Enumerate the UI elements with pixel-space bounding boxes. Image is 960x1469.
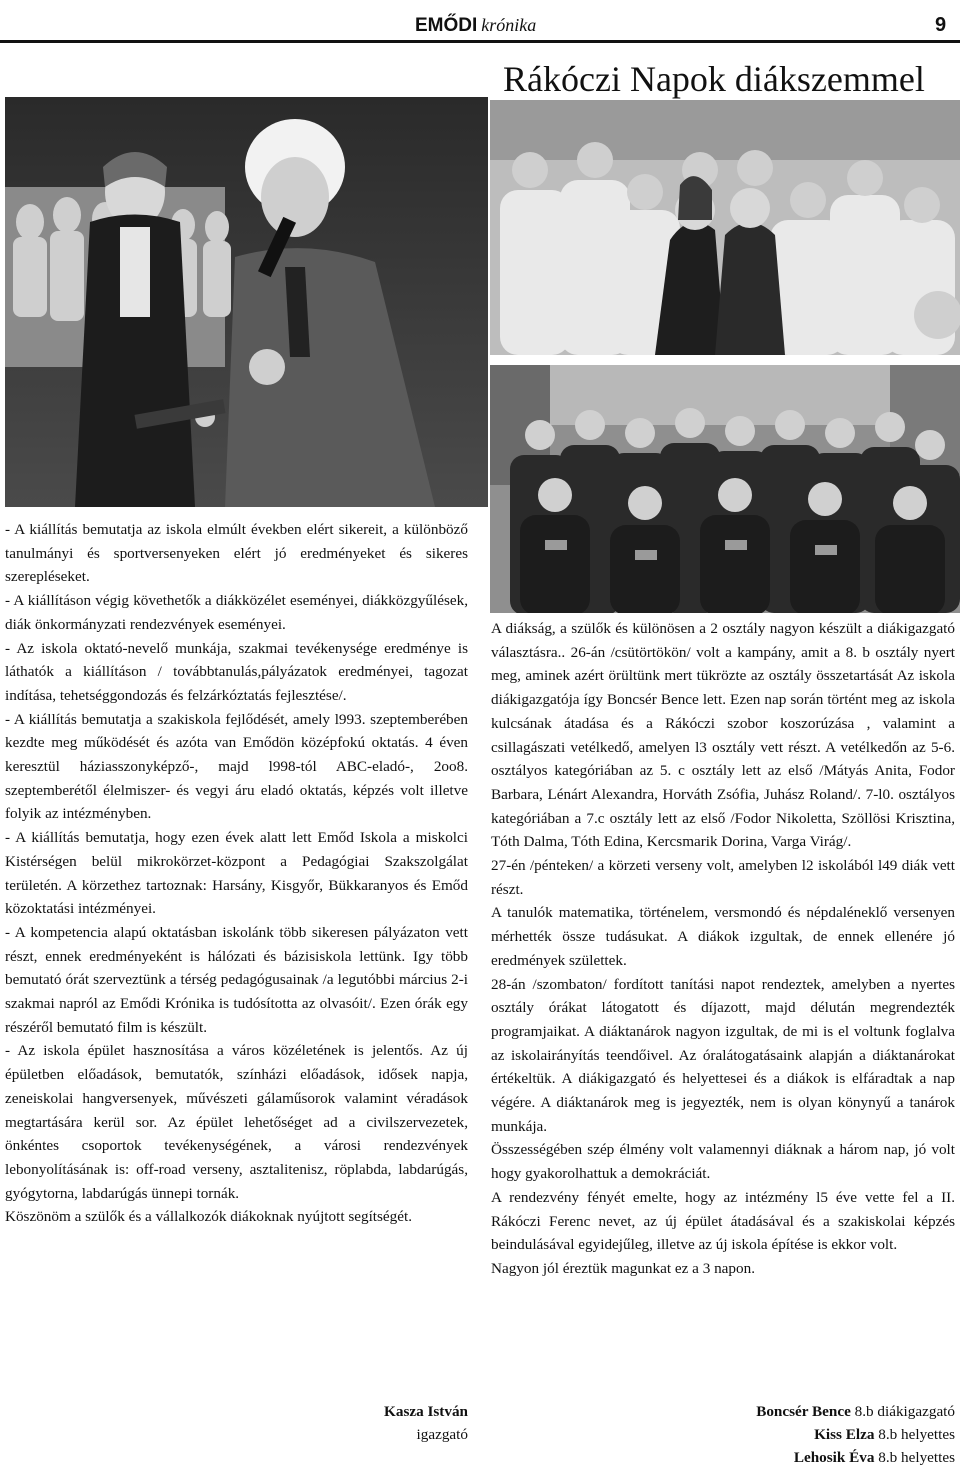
article-title: Rákóczi Napok diákszemmel: [503, 59, 925, 99]
page-number: 9: [935, 14, 947, 36]
signature-role: igazgató: [416, 1426, 468, 1443]
publication-name: [415, 12, 536, 39]
right-paragraph: 28-án /szombaton/ fordított tanítási napot rendeztek, amelyben a nyertes osztály órákat látogatott és díjazott, majd délután megrendezték programjaikat. A diáktanárok nagyon izgultak, de mi is el voltunk foglalva az iskolairányítás teendőivel. Az óralátogatásaink alapján a diáktanárokat értékeltük. A diákigazgató és helyettesei és a diákok is elfáradtak a nap végére. A diáktanárok meg is jegyezték, nem is olyan könynyű a tanárok munkája.: [491, 975, 955, 1135]
publication-name-bold: EMŐDI: [415, 15, 478, 36]
left-paragraph: - A kiállításon végig követhetők a diákközélet eseményei, diákközgyűlések, diák önkormányzati rendezvények eseményei.: [5, 592, 468, 633]
right-paragraph: Nagyon jól éreztük magunkat ez a 3 napon.: [491, 1259, 756, 1277]
signature-name: Kiss Elza: [814, 1426, 875, 1443]
signature-role: 8.b diákigazgató: [854, 1403, 955, 1420]
class-group-photo: [490, 365, 960, 613]
left-paragraph: - Az iskola épület hasznosítása a város közéletének is jelentős. Az új épületben előadások, bemutatók, színházi előadások, idősek napja, zeneiskolai hangversenyek, művészeti gálaműsorok valamint véradások megtartására kerül sor. Az épület lehetőséget ad a civilszervezetek, önkéntes csoportok tevékenységének, a városi rendezvények lebonyolításának is: off-road verseny, asztalitenisz, röplabda, labdarúgás, gyógytorna, labdarúgás ünnepi tornák.: [5, 1042, 468, 1202]
page-header: [0, 0, 960, 50]
left-text-column: [5, 518, 468, 1229]
header-rule: [0, 40, 960, 43]
right-text-column: [491, 617, 955, 1281]
left-paragraph: - A kiállítás bemutatja, hogy ezen évek alatt lett Emőd Iskola a miskolci Kistérségen belül mikrokörzet-központ a Pedagógiai Szakszolgálat területén. A körzethez tartoznak: Harsány, Kisgyőr, Bükkaranyos és Emőd közoktatási intézményei.: [5, 829, 468, 918]
publication-name-italic: krónika: [481, 15, 537, 35]
signature-line: [640, 1446, 955, 1469]
left-signature: [330, 1400, 468, 1446]
cheering-students-photo: [490, 100, 960, 355]
signature-name: Lehosik Éva: [793, 1449, 875, 1466]
left-paragraph: - A kiállítás bemutatja a szakiskola fejlődését, amely l993. szeptemberében kezdte meg működését és azóta van Emődön középfokú oktatás. 4 éven keresztül háziasszonyképző-, majd l998-tól ABC-eladó-, 2oo8. szeptemberétől élelmiszer- és vegyi áru eladó oktatás, képzés volt illetve folyik az intézményben.: [5, 710, 468, 823]
left-paragraph: Köszönöm a szülők és a vállalkozók diákoknak nyújtott segítségét.: [5, 1208, 413, 1226]
award-ceremony-photo: [5, 97, 488, 507]
left-paragraph: - Az iskola oktató-nevelő munkája, szakmai tevékenysége eredménye is láthatók a kiállításon / továbbtanulás,pályázatok eredményei, tagozat indítása, tehetséggondozás és felzárkóztatás fejlesztése/.: [5, 639, 468, 704]
signature-name: Kasza István: [384, 1403, 468, 1420]
right-paragraph: A tanulók matematika, történelem, versmondó és népdaléneklő versenyen mérhették össze tudásukat. A diákok izgultak, de ennek ellenére jó eredmények születtek.: [491, 904, 955, 969]
right-paragraph: Összességében szép élmény volt valamennyi diáknak a három nap, jó volt hogy gyakorolhattuk a demokráciát.: [491, 1141, 955, 1183]
signature-line: [640, 1423, 955, 1446]
signature-role: 8.b helyettes: [878, 1426, 955, 1443]
signature-role: 8.b helyettes: [878, 1449, 955, 1466]
right-paragraph: A rendezvény fényét emelte, hogy az intézmény l5 éve vette fel a II. Rákóczi Ferenc nevet, az új épület átadásával és a szakiskolai képzés beindulásával egyidejűleg, illetve az új iskola építése is ekkor volt.: [491, 1188, 955, 1254]
signature-line: [640, 1400, 955, 1423]
signature-name: Boncsér Bence: [756, 1403, 851, 1420]
left-paragraph: - A kiállítás bemutatja az iskola elmúlt években elért sikereit, a különböző tanulmányi és sportversenyeken elért jó eredményeket és sikeres szerepléseket.: [5, 521, 468, 586]
right-paragraph: 27-én /pénteken/ a körzeti verseny volt, amelyben l2 iskolából l49 diák vett részt.: [491, 857, 955, 898]
left-paragraph: - A kompetencia alapú oktatásban iskolánk több sikeresen pályázaton vett részt, ennek eredményeként is hálózati és bázisiskola lettünk. Igy több bemutató órát szerveztünk a térség pedagógusainak /a legutóbbi március 2-i szakmai napról az Emődi Krónika is tudósította az olvasóit/. Ezen órák egy részéről bemutató film is készült.: [5, 923, 468, 1036]
right-signatures: [640, 1400, 955, 1469]
right-paragraph: A diákság, a szülők és különösen a 2 osztály nagyon készült a diákigazgató választásra.. 26-án /csütörtökön/ volt a kampány, amit a 8. b osztály nyert meg, aminek azért örültünk mert tükrözte az osztály összetartását Az iskola diákigazgatója így Boncsér Bence lett. Ezen nap során történt meg az iskola kulcsának átadása és a Rákóczi szobor koszorúzása , valamint a csillagászati vetélkedő, amelyen l3 osztály vett részt. A vetélkedőn az 5-6. osztályos kategóriában az 5. c osztály lett az első /Mátyás Anita, Fodor Barbara, Lénárt Alexandra, Horváth Zsófia, Juhász Roland/. 7-l0. osztályos kategóriában a 7.c osztály lett az első /Fodor Nikoletta, Szöllösi Krisztina, Tóth Dalma, Tóth Edina, Kercsmarik Dorina, Varga Virág/.: [491, 620, 955, 851]
